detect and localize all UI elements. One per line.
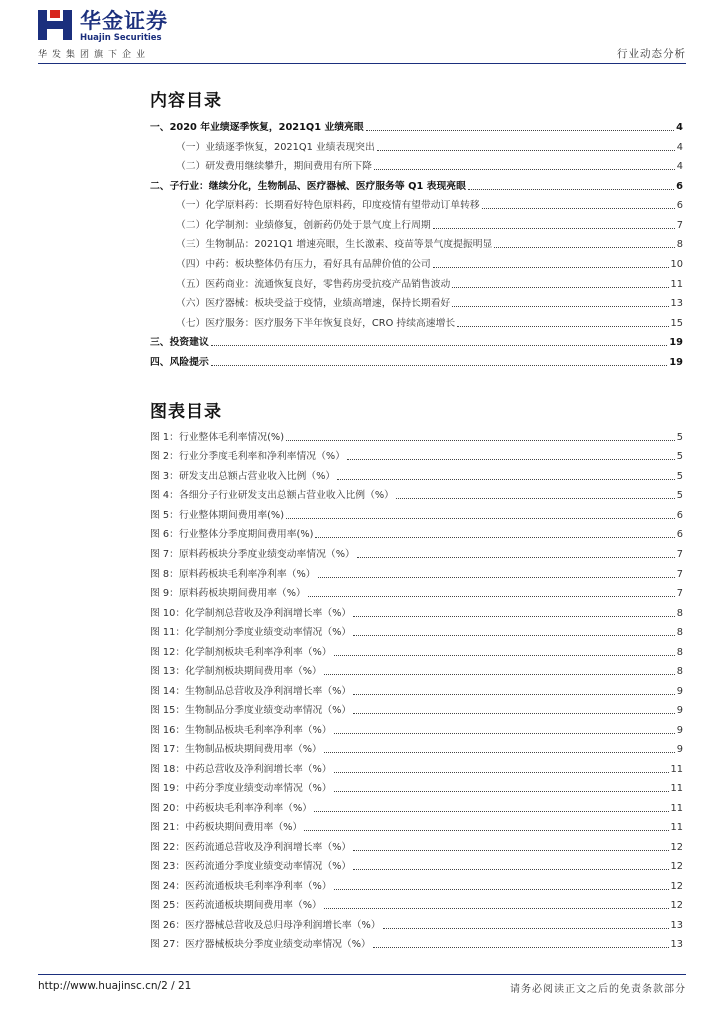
- figure-entry[interactable]: 图 25：医药流通板块期间费用率（%） 12: [150, 900, 683, 911]
- toc-entry[interactable]: （五）医药商业：流通恢复良好，零售药房受抗疫产品销售波动 11: [176, 279, 683, 290]
- figure-entry[interactable]: 图 14：生物制品总营收及净利润增长率（%） 9: [150, 686, 683, 697]
- figure-entry[interactable]: 图 27：医疗器械板块分季度业绩变动率情况（%） 13: [150, 939, 683, 950]
- figure-entry[interactable]: 图 17：生物制品板块期间费用率（%） 9: [150, 744, 683, 755]
- figure-entry[interactable]: 图 18：中药总营收及净利润增长率（%） 11: [150, 764, 683, 775]
- figure-entry[interactable]: 图 24：医药流通板块毛利率净利率（%） 12: [150, 881, 683, 892]
- figure-entry[interactable]: 图 19：中药分季度业绩变动率情况（%） 11: [150, 783, 683, 794]
- footer-disclaimer: 请务必阅读正文之后的免责条款部分: [510, 984, 686, 995]
- figure-entry[interactable]: 图 21：中药板块期间费用率（%） 11: [150, 822, 683, 833]
- figure-entry[interactable]: 图 23：医药流通分季度业绩变动率情况（%） 12: [150, 861, 683, 872]
- toc-entry[interactable]: 二、子行业：继续分化，生物制品、医疗器械、医疗服务等 Q1 表现亮眼 6: [150, 181, 683, 192]
- figure-entry[interactable]: 图 26：医疗器械总营收及总归母净利润增长率（%） 13: [150, 920, 683, 931]
- website-link[interactable]: http://www.huajinsc.cn/: [38, 980, 162, 992]
- page-number: 2 / 21: [161, 980, 192, 992]
- toc-entry[interactable]: （一）业绩逐季恢复，2021Q1 业绩表现突出 4: [176, 142, 683, 153]
- figure-entry[interactable]: 图 2：行业分季度毛利率和净利率情况（%） 5: [150, 451, 683, 462]
- figure-entry[interactable]: 图 4：各细分子行业研发支出总额占营业收入比例（%） 5: [150, 490, 683, 501]
- figure-entry[interactable]: 图 6：行业整体分季度期间费用率(%) 6: [150, 529, 683, 540]
- toc-entry[interactable]: 三、投资建议 19: [150, 337, 683, 348]
- footer-url-line: [38, 980, 191, 992]
- company-name-cn: 华金证券: [80, 9, 168, 33]
- figure-entry[interactable]: 图 13：化学制剂板块期间费用率（%） 8: [150, 666, 683, 677]
- page-header: [38, 6, 686, 64]
- toc-entry[interactable]: （七）医疗服务：医疗服务下半年恢复良好，CRO 持续高速增长 15: [176, 318, 683, 329]
- figure-entry[interactable]: 图 12：化学制剂板块毛利率净利率（%） 8: [150, 647, 683, 658]
- figure-entry[interactable]: 图 1：行业整体毛利率情况(%) 5: [150, 432, 683, 443]
- toc-entry[interactable]: （六）医疗器械：板块受益于疫情，业绩高增速，保持长期看好 13: [176, 298, 683, 309]
- toc-entry[interactable]: 一、2020 年业绩逐季恢复，2021Q1 业绩亮眼 4: [150, 122, 683, 133]
- toc-entry[interactable]: （三）生物制品：2021Q1 增速亮眼，生长激素、疫苗等景气度提振明显 8: [176, 239, 683, 250]
- figure-entry[interactable]: 图 5：行业整体期间费用率(%) 6: [150, 510, 683, 521]
- subsidiary-tagline: 华发集团旗下企业: [38, 50, 151, 60]
- company-name-en: Huajin Securities: [80, 33, 162, 43]
- figure-entry[interactable]: 图 7：原料药板块分季度业绩变动率情况（%） 7: [150, 549, 683, 560]
- toc-entry[interactable]: （一）化学原料药：长期看好特色原料药，印度疫情有望带动订单转移 6: [176, 200, 683, 211]
- report-type: 行业动态分析: [617, 48, 686, 60]
- figure-toc-title: 图表目录: [150, 402, 222, 422]
- figure-entry[interactable]: 图 20：中药板块毛利率净利率（%） 11: [150, 803, 683, 814]
- figure-entry[interactable]: 图 22：医药流通总营收及净利润增长率（%） 12: [150, 842, 683, 853]
- header-divider: [38, 63, 686, 64]
- figure-entry[interactable]: 图 16：生物制品板块毛利率净利率（%） 9: [150, 725, 683, 736]
- figure-entry[interactable]: 图 11：化学制剂分季度业绩变动率情况（%） 8: [150, 627, 683, 638]
- toc-entry[interactable]: （二）化学制剂：业绩修复，创新药仍处于景气度上行周期 7: [176, 220, 683, 231]
- figure-entry[interactable]: 图 9：原料药板块期间费用率（%） 7: [150, 588, 683, 599]
- footer-divider: [38, 974, 686, 975]
- content-toc-title: 内容目录: [150, 91, 222, 111]
- huajin-logo-icon: [38, 10, 72, 40]
- toc-entry[interactable]: （二）研发费用继续攀升，期间费用有所下降 4: [176, 161, 683, 172]
- toc-entry[interactable]: （四）中药：板块整体仍有压力，看好具有品牌价值的公司 10: [176, 259, 683, 270]
- figure-entry[interactable]: 图 3：研发支出总额占营业收入比例（%） 5: [150, 471, 683, 482]
- figure-entry[interactable]: 图 10：化学制剂总营收及净利润增长率（%） 8: [150, 608, 683, 619]
- figure-entry[interactable]: 图 15：生物制品分季度业绩变动率情况（%） 9: [150, 705, 683, 716]
- toc-entry[interactable]: 四、风险提示 19: [150, 357, 683, 368]
- figure-entry[interactable]: 图 8：原料药板块毛利率净利率（%） 7: [150, 569, 683, 580]
